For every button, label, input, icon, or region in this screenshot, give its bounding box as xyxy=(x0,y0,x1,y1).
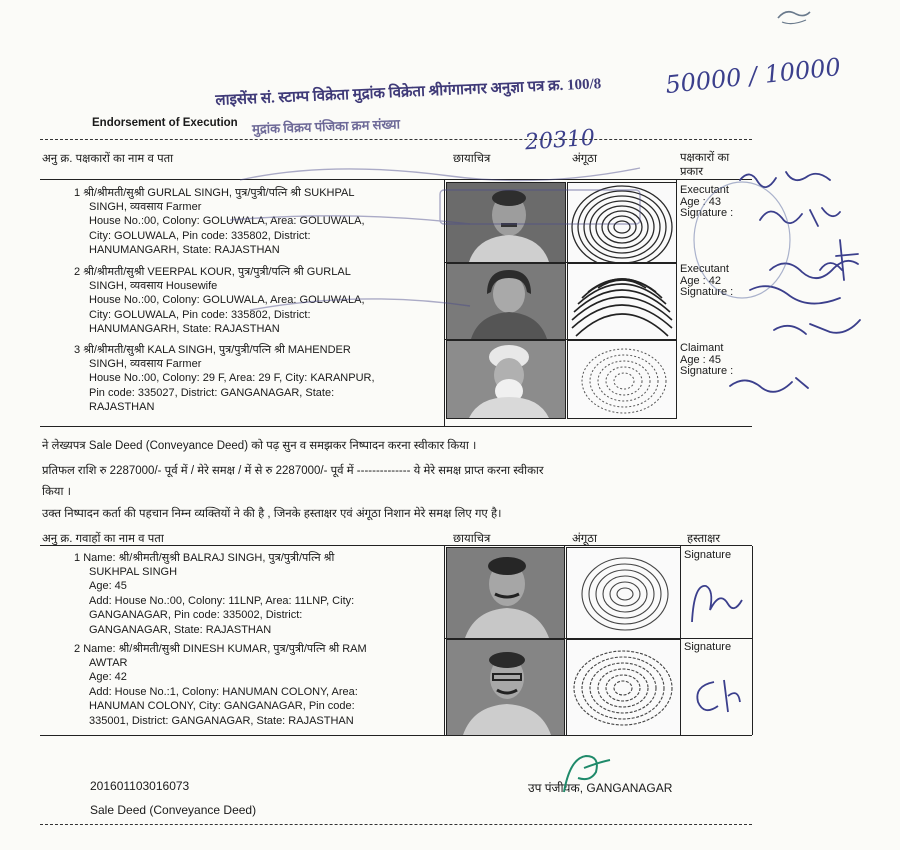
document-number: 201601103016073 xyxy=(90,779,190,793)
party-age: Age : 43 xyxy=(680,195,721,208)
party-photo xyxy=(446,340,566,419)
footer-divider xyxy=(40,824,752,825)
party-address xyxy=(89,357,375,415)
witness-signature-scribble xyxy=(684,570,750,636)
witness-address xyxy=(89,565,354,637)
statement-line: प्रतिफल राशि रु 2287000/- पूर्व में / मेरे समक्ष / में से रु 2287000/- पूर्व में -------------- ये मेरे समक्ष प्राप्त करना स्वीकार xyxy=(42,465,544,477)
portrait-icon xyxy=(447,341,565,418)
witness-table-divider xyxy=(444,546,445,735)
party-line: श्री/श्रीमती/सुश्री KALA SINGH, पुत्र/पुत्री/पत्नि श्री MAHENDER xyxy=(83,344,351,356)
party-signature-label: Signature : xyxy=(680,207,734,219)
portrait-icon xyxy=(447,640,564,735)
witness-line: HANUMAN COLONY, City: GANGANAGAR, Pin code: xyxy=(89,700,355,713)
fingerprint-icon xyxy=(567,548,680,638)
witness-signature-scribble xyxy=(684,662,750,728)
party-line: House No.:00, Colony: GOLUWALA, Area: GOLUWALA, xyxy=(89,215,365,228)
party-line: SINGH, व्यवसाय Housewife xyxy=(89,280,218,292)
parties-table-bottom xyxy=(40,426,752,427)
witness-line: Add: House No.:00, Colony: 11LNP, Area: 11LNP, City: xyxy=(89,594,355,607)
document-type: Sale Deed (Conveyance Deed) xyxy=(90,803,257,817)
party-thumbprint xyxy=(567,340,677,419)
party-sr: 1 xyxy=(74,187,81,199)
party-line: HANUMANGARH, State: RAJASTHAN xyxy=(89,323,280,336)
witness-table-top xyxy=(40,545,752,546)
registrar-label: उप पंजीयक, GANGANAGAR xyxy=(528,781,673,795)
witness-line: Age: 42 xyxy=(89,671,127,684)
fingerprint-icon xyxy=(568,341,676,418)
witness-col-header-thumb: अंगूठा xyxy=(572,533,597,545)
witness-line: 335001, District: GANGANAGAR, State: RAJASTHAN xyxy=(89,714,354,727)
witness-line: Age: 45 xyxy=(89,580,127,593)
party-line: HANUMANGARH, State: RAJASTHAN xyxy=(89,244,280,257)
handwritten-serial: 20310 xyxy=(524,125,596,156)
party-signature-label: Signature : xyxy=(680,286,734,298)
witness-line: Name: श्री/श्रीमती/सुश्री DINESH KUMAR, पुत्र/पुत्री/पत्नि श्री RAM xyxy=(83,643,367,655)
witness-line: GANGANAGAR, State: RAJASTHAN xyxy=(89,623,272,636)
witness-col-header-sign: हस्ताक्षर xyxy=(687,533,721,545)
witness-table-divider xyxy=(752,546,753,735)
col-header-name: अनु क्र. पक्षकारों का नाम व पता xyxy=(42,153,174,165)
stamp-serial-line: मुद्रांक विक्रय पंजिका क्रम संख्या xyxy=(251,116,401,137)
witness-line: SUKHPAL SINGH xyxy=(89,566,178,578)
portrait-icon xyxy=(447,548,564,638)
witness-sr: 1 xyxy=(74,552,81,564)
party-signature-label: Signature : xyxy=(680,365,734,377)
party-line: House No.:00, Colony: 29 F, Area: 29 F, City: KARANPUR, xyxy=(89,372,375,385)
witness-col-header-name: अनु क्र. गवाहों का नाम व पता xyxy=(42,533,164,545)
party-line: SINGH, व्यवसाय Farmer xyxy=(89,358,202,370)
corner-mark-icon xyxy=(772,4,816,30)
page-title: Endorsement of Execution xyxy=(92,117,238,129)
party-sr: 2 xyxy=(74,266,81,278)
party-role: Executant xyxy=(680,263,729,275)
stamp-vendor-line: लाइसेंस सं. स्टाम्प विक्रेता मुद्रांक विक्रेता श्रीगंगानगर अनुज्ञा पत्र क्र. 100/8 xyxy=(215,76,602,109)
party-line: City: GOLUWALA, Pin code: 335802, District: xyxy=(89,229,311,242)
witness-signature-label: Signature xyxy=(684,641,732,653)
witness-line: Name: श्री/श्रीमती/सुश्री BALRAJ SINGH, पुत्र/पुत्री/पत्नि श्री xyxy=(83,552,335,564)
party-sr: 3 xyxy=(74,344,81,356)
statement-line: किया । xyxy=(42,486,72,498)
witness-address xyxy=(89,656,358,728)
party-line: Pin code: 335027, District: GANGANAGAR, State: xyxy=(89,386,335,399)
party-line: श्री/श्रीमती/सुश्री VEERPAL KOUR, पुत्र/पुत्री/पत्नि श्री GURLAL xyxy=(83,266,351,278)
party-line: श्री/श्रीमती/सुश्री GURLAL SINGH, पुत्र/पुत्री/पत्नि श्री SUKHPAL xyxy=(83,187,355,199)
witness-signature-label: Signature xyxy=(684,549,732,561)
witness-thumbprint xyxy=(566,547,681,639)
party-line: City: GOLUWALA, Pin code: 335802, District: xyxy=(89,308,311,321)
witness-line: GANGANAGAR, Pin code: 335002, District: xyxy=(89,609,303,622)
witness-sr: 2 xyxy=(74,643,81,655)
witness-photo xyxy=(446,547,565,639)
party-age: Age : 42 xyxy=(680,274,721,287)
table-row xyxy=(74,551,334,565)
party-role: Claimant xyxy=(680,342,724,354)
witness-photo xyxy=(446,639,565,736)
registration-stamp-overlay xyxy=(210,140,670,330)
handwritten-amount: 50000 / 10000 xyxy=(664,52,843,100)
table-row xyxy=(74,642,367,656)
handwritten-signatures xyxy=(690,160,890,420)
statement-line: ने लेख्यपत्र Sale Deed (Conveyance Deed) को पढ़ सुन व समझकर निष्पादन करना स्वीकार किया । xyxy=(42,440,477,452)
party-line: House No.:00, Colony: GOLUWALA, Area: GOLUWALA, xyxy=(89,294,365,307)
party-age: Age : 45 xyxy=(680,353,721,366)
witness-thumbprint xyxy=(566,639,681,736)
registrar-signature-scribble xyxy=(556,748,616,798)
party-role: Executant xyxy=(680,184,729,196)
party-line: SINGH, व्यवसाय Farmer xyxy=(89,201,202,213)
col-header-photo: छायाचित्र xyxy=(453,153,491,165)
witness-col-header-photo: छायाचित्र xyxy=(453,533,491,545)
col-header-thumb: अंगूठा xyxy=(572,153,597,165)
party-line: RAJASTHAN xyxy=(89,401,155,414)
fingerprint-icon xyxy=(567,640,680,735)
col-header-type: पक्षकारों का प्रकार xyxy=(680,152,730,178)
witness-line: Add: House No.:1, Colony: HANUMAN COLONY, Area: xyxy=(89,685,358,698)
statement-line: उक्त निष्पादन कर्ता की पहचान निम्न व्यक्तियों ने की है , जिनके हस्ताक्षर एवं अंगूठा निशान मेरे समक्ष लिए गए है। xyxy=(42,508,502,520)
witness-line: AWTAR xyxy=(89,657,128,669)
table-row xyxy=(74,343,351,357)
